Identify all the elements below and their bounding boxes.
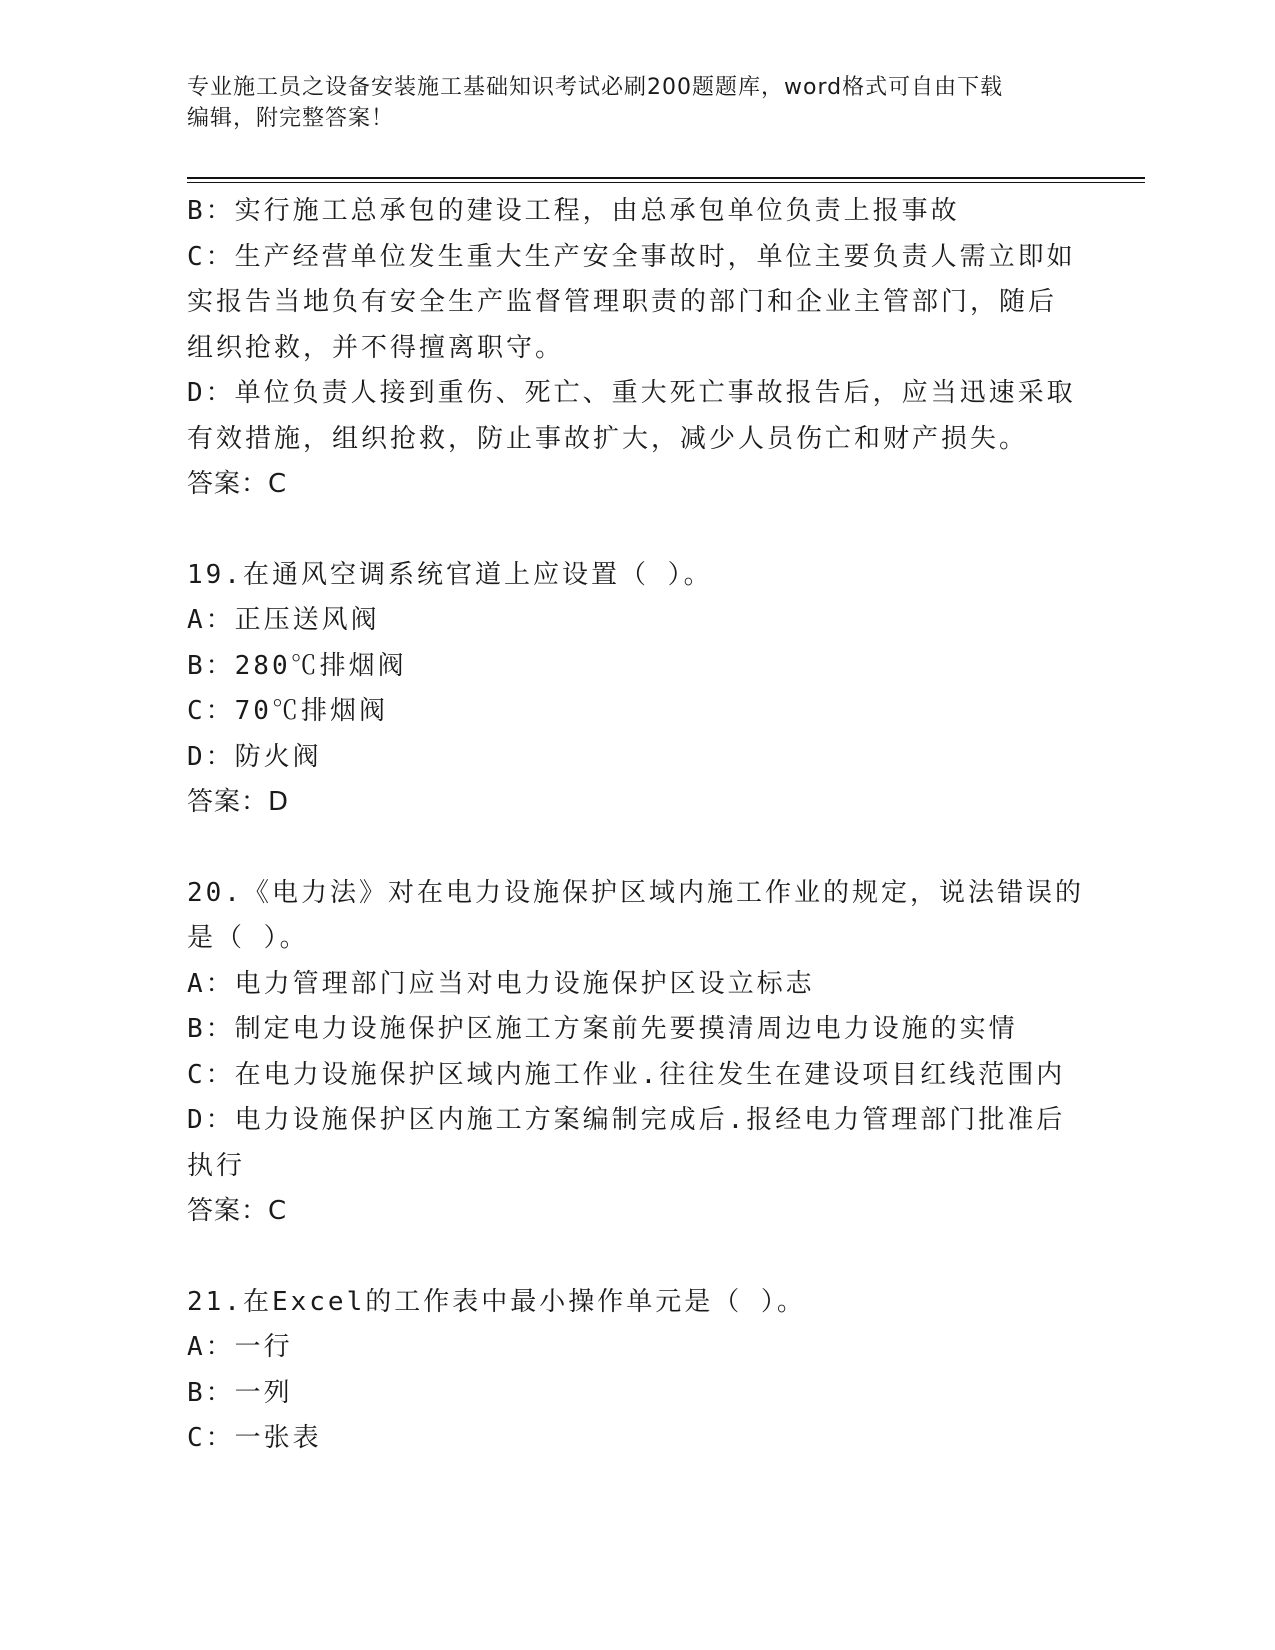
option-a: A：电力管理部门应当对电力设施保护区设立标志 bbox=[187, 968, 815, 999]
question-19 bbox=[187, 553, 1087, 826]
header-rule-thick bbox=[187, 177, 1145, 179]
option-c: C：一张表 bbox=[187, 1423, 322, 1453]
question-20 bbox=[187, 871, 1087, 1235]
document-header bbox=[187, 72, 1087, 134]
option-d: D：单位负责人接到重伤、死亡、重大死亡事故报告后，应当迅速采取 bbox=[187, 378, 1076, 408]
option-c: C：70℃排烟阀 bbox=[187, 696, 388, 726]
option-d: D：防火阀 bbox=[187, 741, 322, 772]
option-b: B：一列 bbox=[187, 1377, 293, 1408]
question-18-continued bbox=[187, 189, 1087, 508]
option-c-cont-2: 组织抢救，并不得擅离职守。 bbox=[187, 332, 565, 363]
option-c-cont-1: 实报告当地负有安全生产监督管理职责的部门和企业主管部门，随后 bbox=[187, 287, 1058, 317]
option-b: B：280℃排烟阀 bbox=[187, 650, 407, 681]
option-d-cont-1: 有效措施，组织抢救，防止事故扩大，减少人员伤亡和财产损失。 bbox=[187, 423, 1029, 454]
answer: 答案：C bbox=[187, 469, 288, 499]
document-body bbox=[187, 189, 1087, 1462]
question-title: 19.在通风空调系统官道上应设置（ ）。 bbox=[187, 559, 713, 590]
question-title: 21.在Excel的工作表中最小操作单元是（ ）。 bbox=[187, 1286, 806, 1317]
option-c: C：在电力设施保护区域内施工作业.往往发生在建设项目红线范围内 bbox=[187, 1059, 1066, 1090]
option-d: D：电力设施保护区内施工方案编制完成后.报经电力管理部门批准后 bbox=[187, 1105, 1066, 1135]
answer: 答案：D bbox=[187, 787, 290, 817]
option-b: B：制定电力设施保护区施工方案前先要摸清周边电力设施的实情 bbox=[187, 1014, 1018, 1044]
option-d-cont: 执行 bbox=[187, 1150, 246, 1181]
option-a: A：一行 bbox=[187, 1332, 293, 1362]
option-a: A：正压送风阀 bbox=[187, 605, 380, 635]
question-title: 20.《电力法》对在电力设施保护区域内施工作业的规定，说法错误的 bbox=[187, 877, 1084, 908]
option-c: C：生产经营单位发生重大生产安全事故时，单位主要负责人需立即如 bbox=[187, 241, 1076, 272]
header-rule-thin bbox=[187, 182, 1145, 183]
question-title-cont: 是（ ）。 bbox=[187, 923, 309, 953]
answer: 答案：C bbox=[187, 1196, 288, 1226]
header-line-1: 专业施工员之设备安装施工基础知识考试必刷200题题库，word格式可自由下载 bbox=[187, 75, 1004, 100]
header-line-2: 编辑，附完整答案！ bbox=[187, 106, 395, 131]
question-21 bbox=[187, 1280, 1087, 1462]
option-b: B：实行施工总承包的建设工程，由总承包单位负责上报事故 bbox=[187, 196, 960, 226]
